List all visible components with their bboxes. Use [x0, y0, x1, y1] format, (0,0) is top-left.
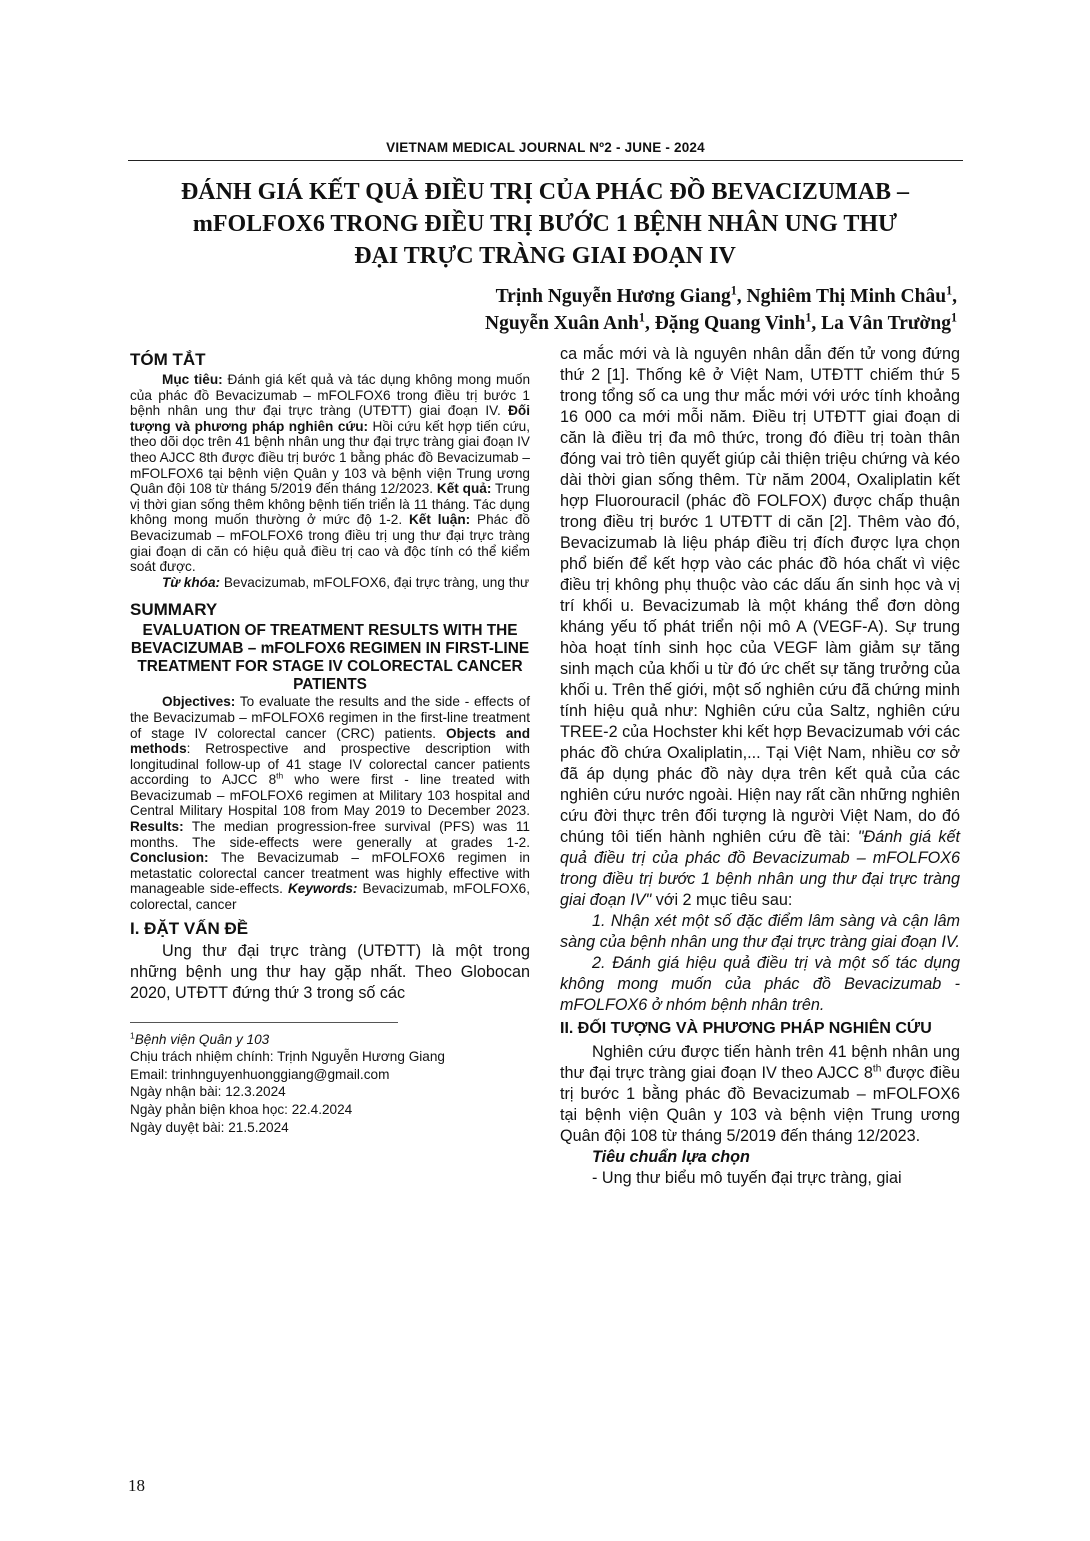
label-methods-en: Objects and methods — [130, 725, 531, 757]
affiliation-mark: 1 — [805, 310, 812, 325]
footnote-affiliation — [130, 1031, 530, 1049]
header-rule — [128, 160, 963, 161]
section-2-paragraph — [560, 1042, 960, 1147]
authors-line-2: Nguyễn Xuân Anh$^1$, Đặng Quang Vinh$^1$, La Vân Trường$^1$ — [485, 310, 957, 334]
abstract-en-body — [130, 694, 530, 912]
text-keywords-vi: Bevacizumab, mFOLFOX6, đại trực tràng, ung thư — [220, 574, 530, 590]
affiliation-mark: 1 — [946, 283, 953, 298]
author-list — [317, 283, 957, 337]
footnote-email: Email: trinhnguyenhuonggiang@gmail.com — [130, 1066, 390, 1082]
author-name: Nguyễn Xuân Anh — [485, 313, 639, 334]
criteria-item-1: - Ung thư biểu mô tuyến đại trực tràng, giai — [592, 1169, 902, 1187]
affiliation-name: Bệnh viện Quân y 103 — [134, 1031, 270, 1047]
label-objectives-en: Objectives: — [162, 694, 236, 710]
section-1-heading: I. ĐẶT VẤN ĐỀ — [130, 918, 249, 938]
intro-end: với 2 mục tiêu sau: — [651, 891, 793, 909]
footnote-rule — [130, 1022, 398, 1023]
text-objective-vi: Đánh giá kết quả và tác dụng không mong muốn của phác đồ Bevacizumab – mFOLFOX6 trong điều trị bước 1 bệnh nhân ung thư đại trực tràng (UTĐTT) giai đoạn IV. — [130, 372, 530, 419]
right-column — [560, 344, 960, 1189]
text-results-vi: Trung vị thời gian sống thêm không bệnh tiến triển là 11 tháng. Tác dụng không mong muốn thường ở mức độ 1-2. — [130, 481, 530, 528]
affiliation-mark: 1 — [638, 310, 645, 325]
label-keywords-vi: Từ khóa: — [162, 574, 221, 590]
author-name: Nghiêm Thị Minh Châu — [746, 286, 947, 307]
text-methods-en-cont: who were first - line treated with Bevacizumab – mFOLFOX6 regimen at Military 103 hospital and Central Military Hospital 108 from May 2019 to December 2023. — [130, 772, 530, 819]
label-methods-vi: Đối tượng và phương pháp nghiên cứu: — [130, 403, 530, 434]
label-results-en: Results: — [130, 819, 184, 835]
author-name: Đặng Quang Vinh — [654, 313, 806, 334]
aim-2-text: 2. Đánh giá hiệu quả điều trị và một số tác dụng không mong muốn của phác đồ Bevacizumab - mFOLFOX6 ở nhóm bệnh nhân trên. — [560, 954, 960, 1014]
text-methods-en: : Retrospective and prospective description with longitudinal follow-up of 41 stage IV colorectal cancer patients according to AJCC 8 — [130, 741, 530, 788]
label-results-vi: Kết quả: — [436, 481, 492, 497]
label-keywords-en: Keywords: — [287, 881, 358, 897]
title-line-2: mFOLFOX6 TRONG ĐIỀU TRỊ BƯỚC 1 BỆNH NHÂN UNG THƯ — [192, 211, 898, 237]
label-conclusion-vi: Kết luận: — [408, 512, 471, 528]
section-1-continued — [560, 344, 960, 911]
text-conclusion-en: The Bevacizumab – mFOLFOX6 regimen in metastatic colorectal cancer treatment was highly effective with manageable side-effects. — [130, 850, 530, 897]
journal-header: VIETNAM MEDICAL JOURNAL Nº2 - JUNE - 2024 — [386, 140, 705, 155]
footnote-received: Ngày nhận bài: 12.3.2024 — [130, 1084, 286, 1100]
abstract-vi-heading: TÓM TẮT — [130, 350, 206, 369]
intro-text: ca mắc mới và là nguyên nhân dẫn đến tử vong đứng thứ 2 [1]. Thống kê ở Việt Nam, UTĐTT chiếm thứ 5 trong tổng số ca ung thư mắc mới với ước tính khoảng 16 000 ca mới mỗi năm. Điều trị UTĐTT giai đoạn di căn là điều trị đa mô thức, trong đó điều trị toàn thân đóng vai trò tiên quyết giúp cải thiện triệu chứng và kéo dài thời gian sống thêm. Từ năm 2004, Oxaliplatin kết hợp Fluorouracil (phác đồ FOLFOX) được chấp thuận trong điều trị bước 1 UTĐTT di căn [2]. Thêm vào đó, Bevacizumab là liệu pháp điều trị đích được lựa chọn phổ biến để kết hợp vào các phác đồ hóa chất vì việc điều trị không phụ thuộc vào các dấu ấn sinh học và vị trí khối u. Bevacizumab là một kháng thể đơn dòng kháng yếu tố phát triển nội mô A (VEGF-A). Sự trung hòa hoạt tính sinh học của VEGF làm giảm sự tăng sinh mạch của khối u từ đó ức chết sự tăng trưởng của khối u. Trên thế giới, một số nghiên cứu đã chứng minh tính hiệu quả như: Nghiên cứu của Saltz, nghiên cứu TREE-2 của Hochster khi kết hợp Bevacizumab với các phác đồ chứa Oxaliplatin,... Tại Việt Nam, nhiều cơ sở đã áp dụng phác đồ này dựa trên kết quả của các nghiên cứu nước ngoài. Hiện nay rất cần những nghiên cứu đời thực trên đối tượng là người Việt Nam, do đó chúng tôi tiến hành nghiên cứu đề tài: — [560, 345, 960, 846]
footnote-corresponding: Chịu trách nhiệm chính: Trịnh Nguyễn Hương Giang — [130, 1049, 445, 1065]
text-keywords-en: Bevacizumab, mFOLFOX6, colorectal, cancer — [130, 881, 530, 913]
affiliation-mark: 1 — [730, 283, 737, 298]
abstract-vi-body — [130, 372, 530, 575]
text-methods-vi: Hồi cứu kết hợp tiến cứu, theo dõi dọc trên 41 bệnh nhân ung thư đại trực tràng giai đoạn IV theo AJCC 8th được điều trị bước 1 bằng phác đồ Bevacizumab – mFOLFOX6 tại bệnh viện Quân y 103 và bệnh viện Trung ương Quân đội 108 từ tháng 5/2019 đến tháng 12/2023. — [130, 418, 531, 497]
selection-criteria-label: Tiêu chuẩn lựa chọn — [592, 1148, 750, 1166]
summary-heading: SUMMARY — [130, 600, 218, 620]
author-name: Trịnh Nguyễn Hương Giang — [495, 286, 731, 307]
keywords-vi — [130, 575, 530, 591]
summary-title: EVALUATION OF TREATMENT RESULTS WITH THE BEVACIZUMAB – mFOLFOX6 REGIMEN IN FIRST-LINE TREATMENT FOR STAGE IV COLORECTAL CANCER PATIENTS — [130, 622, 530, 694]
section-2-text: Nghiên cứu được tiến hành trên 41 bệnh nhân ung thư đại trực tràng giai đoạn IV theo AJCC 8 — [560, 1043, 960, 1082]
text-results-en: The median progression-free survival (PFS) was 11 months. The side-effects were generally at grades 1-2. — [130, 819, 530, 850]
authors-line-1: Trịnh Nguyễn Hương Giang$^1$, Nghiêm Thị Minh Châu$^1$, — [495, 283, 957, 307]
title-line-3: ĐẠI TRỰC TRÀNG GIAI ĐOẠN IV — [354, 243, 736, 269]
text-objectives-en: To evaluate the results and the side - effects of the Bevacizumab – mFOLFOX6 regimen in the first-line treatment of stage IV colorectal cancer (CRC) patients. — [130, 694, 530, 741]
page-number: 18 — [128, 1476, 145, 1495]
footnote-accepted: Ngày duyệt bài: 21.5.2024 — [130, 1119, 289, 1135]
superscript-th: th — [872, 1063, 882, 1075]
section-2-heading: II. ĐỐI TƯỢNG VÀ PHƯƠNG PHÁP NGHIÊN CỨU — [560, 1020, 932, 1037]
footnote-reviewed: Ngày phản biện khoa học: 22.4.2024 — [130, 1102, 353, 1117]
section-2-text-cont: được điều trị bước 1 bằng phác đồ Bevacizumab – mFOLFOX6 tại bệnh viện Quân y 103 và bệnh viện Trung ương Quân đội 108 từ tháng 5/2019 đến tháng 12/2023. — [560, 1064, 960, 1145]
section-1-paragraph: Ung thư đại trực tràng (UTĐTT) là một trong những bệnh ung thư hay gặp nhất. Theo Globocan 2020, UTĐTT đứng thứ 3 trong số các — [130, 941, 530, 1002]
left-column — [130, 344, 530, 1136]
label-conclusion-en: Conclusion: — [130, 850, 209, 866]
affiliation-mark: 1 — [950, 310, 957, 325]
title-line-1: ĐÁNH GIÁ KẾT QUẢ ĐIỀU TRỊ CỦA PHÁC ĐỒ BEVACIZUMAB – — [180, 179, 910, 205]
study-title-quote: "Đánh giá kết quả điều trị của phác đồ Bevacizumab – mFOLFOX6 trong điều trị bước 1 bệnh nhân ung thư đại trực tràng giai đoạn IV" — [560, 828, 961, 909]
author-name: La Vân Trường — [821, 313, 951, 334]
article-title — [150, 176, 940, 272]
aim-1 — [560, 911, 960, 953]
text-conclusion-vi: Phác đồ Bevacizumab – mFOLFOX6 trong điều trị ung thư đại trực tràng giai đoạn di căn có hiệu quả điều trị cao và độc tính có thể kiểm soát được. — [130, 512, 530, 575]
aim-1-text: 1. Nhận xét một số đặc điểm lâm sàng và cận lâm sàng của bệnh nhân ung thư đại trực tràng giai đoạn IV. — [560, 912, 960, 951]
label-objective-vi: Mục tiêu: — [162, 372, 223, 387]
selection-criteria-heading — [560, 1147, 960, 1168]
aim-2 — [560, 953, 960, 1016]
superscript-th: th — [276, 770, 284, 781]
footnote-mark: 1 — [130, 1030, 135, 1041]
